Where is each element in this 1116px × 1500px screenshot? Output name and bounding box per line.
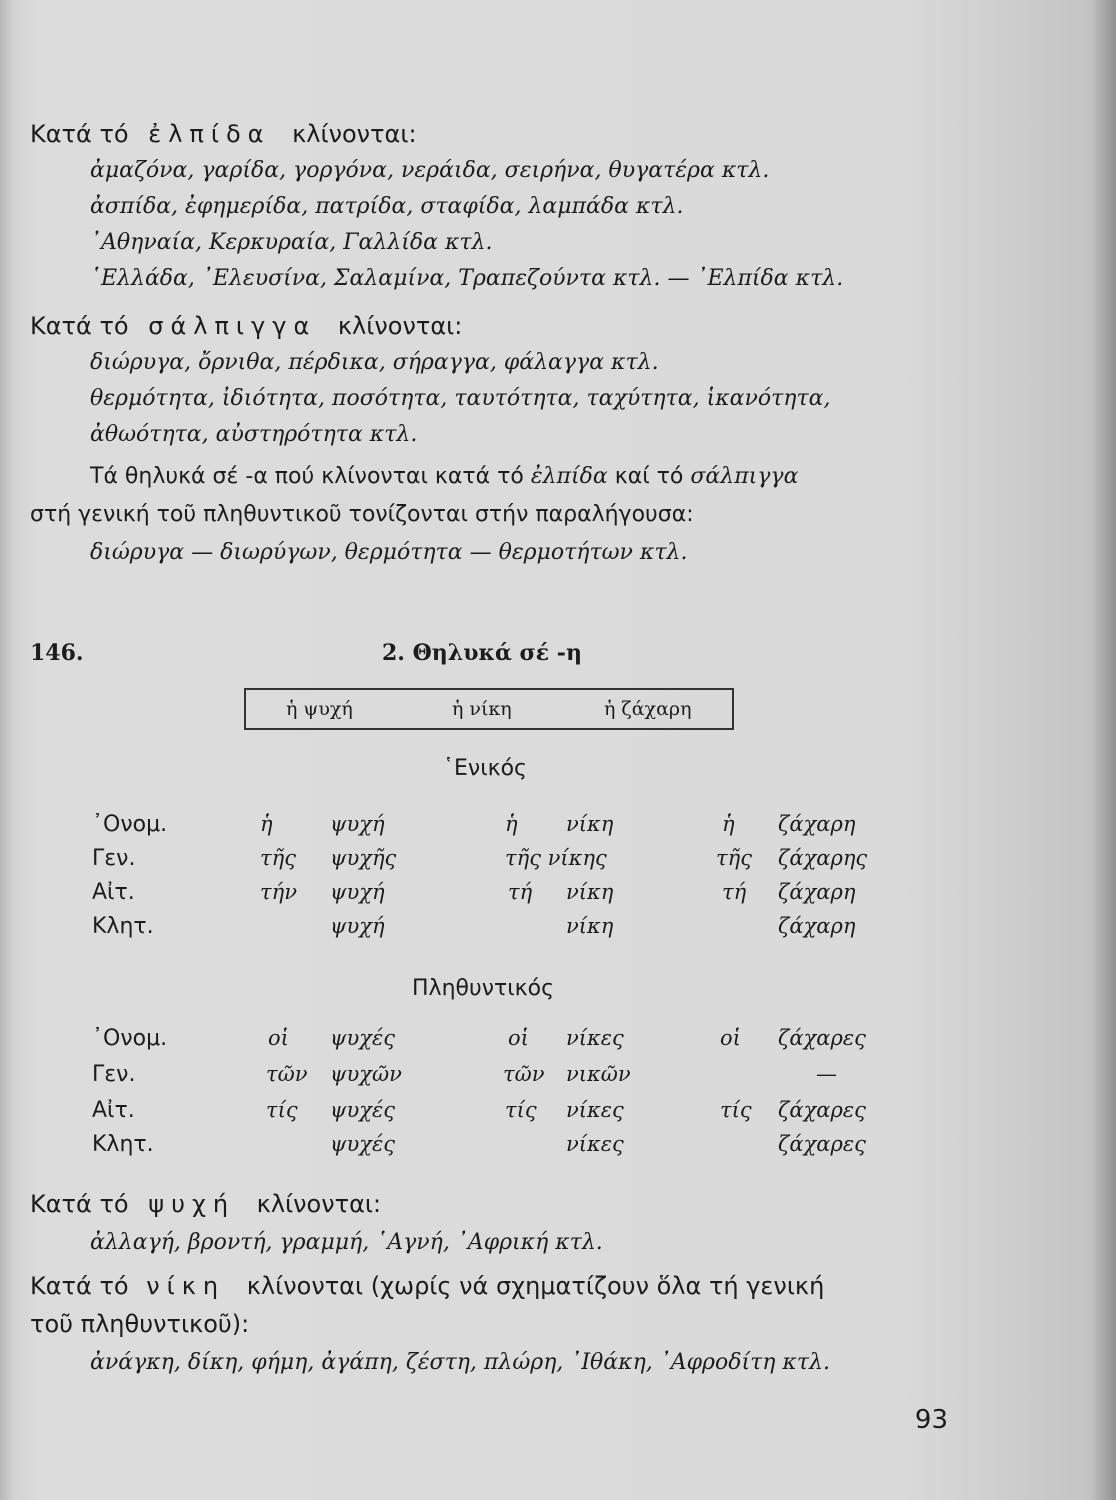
case-label: ᾿Ονομ.: [92, 1026, 168, 1051]
article: οἱ: [268, 1026, 289, 1050]
word-form: ψυχή: [330, 880, 385, 904]
word-form: νίκες: [566, 1026, 624, 1050]
no-form-dash: —: [816, 1062, 837, 1086]
article: τίς: [720, 1098, 752, 1122]
word-form: ψυχῶν: [330, 1062, 402, 1086]
example-line: ἀλλαγή, βροντή, γραμμή, ῾Αγνή, ᾿Αφρική κτλ.: [90, 1230, 603, 1255]
example-line: ἀνάγκη, δίκη, φήμη, ἀγάπη, ζέστη, πλώρη, ᾿Ιθάκη, ᾿Αφροδίτη κτλ.: [90, 1350, 830, 1375]
word-form: ψυχῆς: [330, 846, 397, 870]
word-form: νικῶν: [566, 1062, 631, 1086]
lead-keyword: ψυχή: [148, 1190, 236, 1218]
article: τῶν: [503, 1062, 545, 1086]
lead-prefix: Κατά τό: [30, 1272, 129, 1300]
word-form: ζάχαρες: [778, 1098, 866, 1122]
article: τήν: [260, 880, 297, 904]
lead-prefix: Κατά τό: [30, 1190, 129, 1218]
example-line: ῾Ελλάδα, ᾿Ελευσίνα, Σαλαμίνα, Τραπεζούντα κτλ. — ᾿Ελπίδα κτλ.: [90, 266, 844, 291]
lead-suffix: κλίνονται:: [256, 1190, 382, 1218]
word-form: ψυχές: [330, 1026, 395, 1050]
lead-suffix: κλίνονται:: [337, 312, 463, 340]
word-form: νίκη: [566, 812, 614, 836]
page-number: 93: [914, 1405, 948, 1435]
lead-keyword: σάλπιγγα: [148, 312, 317, 340]
example-line: ἀσπίδα, ἐφημερίδα, πατρίδα, σταφίδα, λαμπάδα κτλ.: [90, 194, 684, 219]
case-label: Αἰτ.: [92, 880, 135, 905]
note-text: καί τό: [614, 464, 684, 489]
case-label: Κλητ.: [92, 914, 154, 939]
section-title: 2. Θηλυκά σέ -η: [382, 640, 582, 666]
word-form: ψυχές: [330, 1098, 395, 1122]
example-line: ᾿Αθηναία, Κερκυραία, Γαλλίδα κτλ.: [90, 230, 493, 255]
lead-suffix: κλίνονται:: [292, 120, 417, 148]
example-line: διώρυγα, ὄρνιθα, πέρδικα, σήραγγα, φάλαγγα κτλ.: [90, 350, 659, 375]
word-form: ζάχαρες: [778, 1132, 866, 1156]
word-form: νίκες: [566, 1098, 624, 1122]
paradigm-box: [244, 688, 734, 730]
case-label: Κλητ.: [92, 1132, 154, 1157]
case-label: Γεν.: [92, 1062, 136, 1087]
article: οἱ: [508, 1026, 529, 1050]
word-form: ζάχαρες: [778, 1026, 866, 1050]
case-label: Γεν.: [92, 846, 136, 871]
word-form: ζάχαρη: [778, 812, 856, 836]
lead-niki: [30, 1272, 824, 1300]
word-form: νίκη: [566, 880, 614, 904]
article: ἡ: [505, 812, 518, 836]
word-form: ψυχή: [330, 812, 385, 836]
plural-label: Πληθυντικός: [412, 976, 555, 1001]
singular-label: ῾Ενικός: [443, 756, 527, 781]
article: οἱ: [720, 1026, 741, 1050]
case-label: ᾿Ονομ.: [92, 812, 168, 837]
paradigm-word: ἡ νίκη: [452, 698, 512, 720]
note-italic-word: ἐλπίδα: [530, 464, 608, 489]
article: τίς: [505, 1098, 537, 1122]
lead-niki-line2: τοῦ πληθυντικοῦ):: [30, 1310, 250, 1338]
article: τῆς: [716, 846, 752, 870]
section-number: 146.: [30, 640, 84, 666]
example-line: ἀθωότητα, αὐστηρότητα κτλ.: [90, 422, 418, 447]
lead-psyxi: [30, 1190, 381, 1218]
lead-prefix: Κατά τό: [30, 120, 129, 148]
lead-salpigga: [30, 312, 462, 340]
word-form: τῆς νίκης: [505, 846, 607, 870]
note-italic-word: σάλπιγγα: [690, 464, 799, 489]
paradigm-word: ἡ ζάχαρη: [604, 698, 692, 720]
accent-note-line2: στή γενική τοῦ πληθυντικοῦ τονίζονται στήν παραλήγουσα:: [30, 502, 694, 527]
lead-keyword: ἐλπίδα: [148, 120, 271, 148]
lead-keyword: νίκη: [146, 1272, 226, 1300]
article: τῶν: [266, 1062, 308, 1086]
lead-suffix: κλίνονται (χωρίς νά σχηματίζουν ὅλα τή γενική: [246, 1272, 825, 1300]
word-form: ψυχές: [330, 1132, 395, 1156]
article: ἡ: [260, 812, 273, 836]
accent-note-line1: [90, 464, 798, 489]
word-form: νίκη: [566, 914, 614, 938]
article: τῆς: [260, 846, 296, 870]
note-text: Τά θηλυκά σέ -α πού κλίνονται κατά τό: [90, 464, 524, 489]
lead-elpida: [30, 120, 417, 148]
example-line: ἀμαζόνα, γαρίδα, γοργόνα, νεράιδα, σειρήνα, θυγατέρα κτλ.: [90, 158, 770, 183]
case-label: Αἰτ.: [92, 1098, 135, 1123]
article: τή: [722, 880, 747, 904]
example-line: θερμότητα, ἰδιότητα, ποσότητα, ταυτότητα, ταχύτητα, ἱκανότητα,: [90, 386, 831, 411]
word-form: ζάχαρη: [778, 880, 856, 904]
article: τίς: [266, 1098, 298, 1122]
word-form: ψυχή: [330, 914, 385, 938]
word-form: ζάχαρης: [778, 846, 868, 870]
lead-prefix: Κατά τό: [30, 312, 129, 340]
word-form: νίκες: [566, 1132, 624, 1156]
accent-note-example: διώρυγα — διωρύγων, θερμότητα — θερμοτήτων κτλ.: [90, 540, 688, 565]
word-form: ζάχαρη: [778, 914, 856, 938]
paradigm-word: ἡ ψυχή: [286, 698, 353, 720]
article: τή: [508, 880, 533, 904]
article: ἡ: [722, 812, 735, 836]
